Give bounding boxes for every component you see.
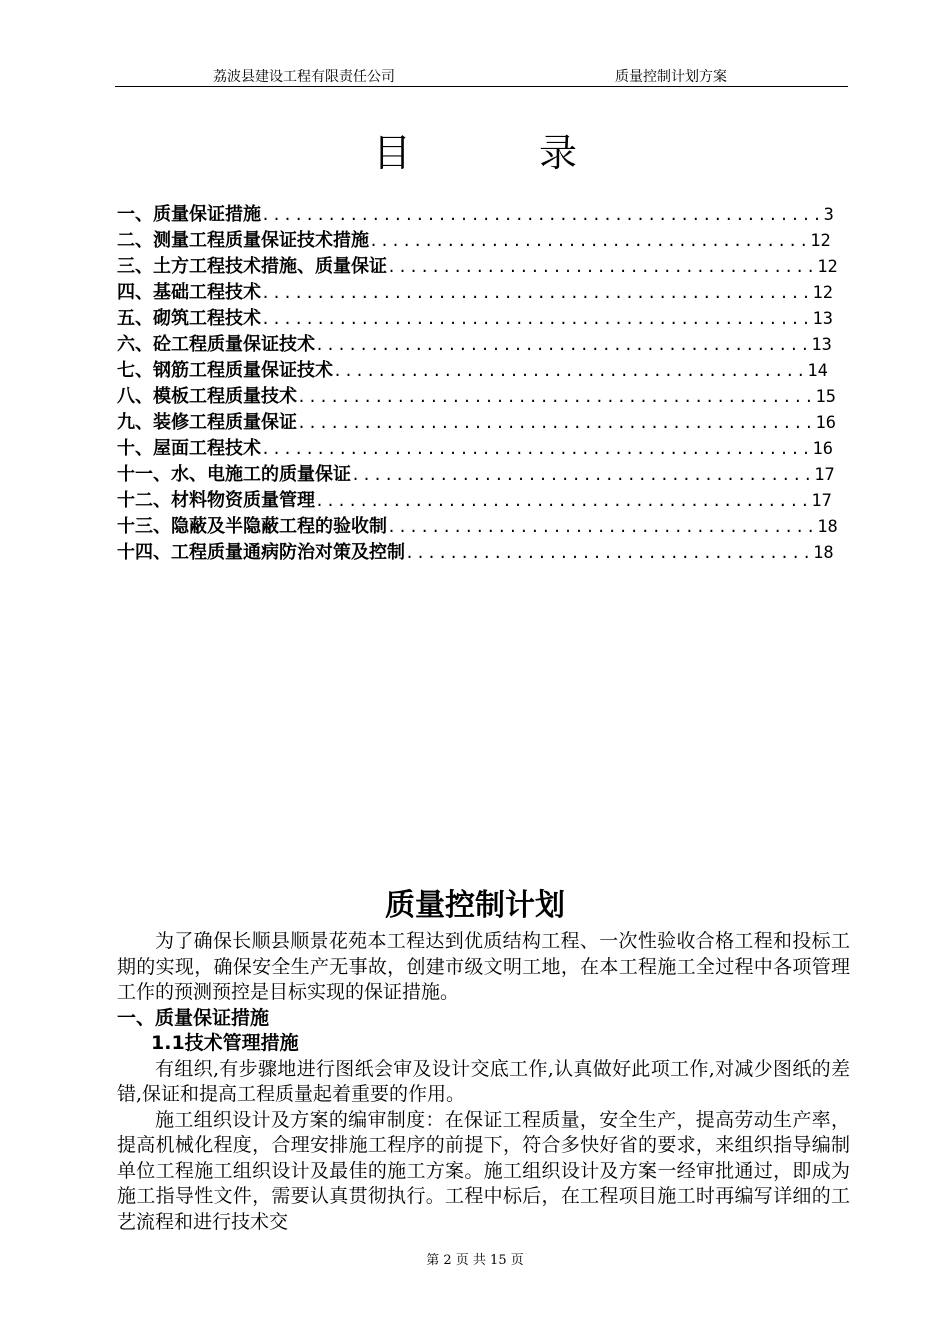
document-title: 质量控制计划 <box>385 888 565 923</box>
toc-entry-label: 八、模板工程质量技术 <box>117 386 297 407</box>
body-paragraph: 施工组织设计及方案的编审制度：在保证工程质量，安全生产，提高劳动生产率，提高机械化程度，合理安排施工程序的前提下，符合多快好省的要求，来组织指导编制单位工程施工组织设计及最佳的施工方案。施工组织设计及方案一经审批通过，即成为施工指导性文件，需要认真贯彻执行。工程中标后，在工程项目施工时再编写详细的工艺流程和进行技术交 <box>117 1108 850 1233</box>
intro-paragraph: 为了确保长顺县顺景花苑本工程达到优质结构工程、一次性验收合格工程和投标工期的实现，确保安全生产无事故，创建市级文明工地，在本工程施工全过程中各项管理工作的预测预控是目标实现的保证措施。 <box>117 930 850 1003</box>
toc-leader-dots: ........................................... <box>333 362 808 380</box>
toc-entry-page: 13 <box>811 335 832 355</box>
toc-entry-page: 15 <box>815 387 836 407</box>
subsection-heading: 1.1技术管理措施 <box>151 1032 299 1054</box>
toc-entry-label: 十四、工程质量通病防治对策及控制 <box>117 542 405 563</box>
toc-entry[interactable] <box>117 488 847 514</box>
toc-leader-dots: .................................................. <box>261 440 813 458</box>
toc-leader-dots: ..................................... <box>405 544 814 562</box>
toc-leader-dots: ........................................ <box>369 232 811 250</box>
toc-entry-label: 一、质量保证措施 <box>117 204 261 225</box>
toc-leader-dots: ............................................... <box>297 414 816 432</box>
toc-entry[interactable] <box>117 202 847 228</box>
toc-entry[interactable] <box>117 540 847 566</box>
toc-entry[interactable] <box>117 462 847 488</box>
toc-entry-page: 17 <box>814 465 835 485</box>
toc-entry[interactable] <box>117 384 847 410</box>
toc-entry-label: 七、钢筋工程质量保证技术 <box>117 360 333 381</box>
toc-entry[interactable] <box>117 332 847 358</box>
toc-leader-dots: ................................................... <box>261 206 824 224</box>
body-paragraph: 有组织,有步骤地进行图纸会审及设计交底工作,认真做好此项工作,对减少图纸的差错,保证和提高工程质量起着重要的作用。 <box>117 1057 850 1105</box>
toc-entry-page: 14 <box>807 361 828 381</box>
table-of-contents <box>117 202 847 566</box>
header-doc-name: 质量控制计划方案 <box>615 69 727 85</box>
toc-entry-label: 十、屋面工程技术 <box>117 438 261 459</box>
toc-entry-page: 12 <box>812 283 834 303</box>
toc-leader-dots: ............................................. <box>315 336 812 354</box>
toc-leader-dots: .................................................. <box>261 284 813 302</box>
toc-entry[interactable] <box>117 254 847 280</box>
toc-entry-page: 16 <box>815 413 836 433</box>
section-heading: 一、质量保证措施 <box>117 1006 270 1029</box>
toc-entry[interactable] <box>117 436 847 462</box>
toc-entry-page: 16 <box>812 439 834 459</box>
header-company: 荔波县建设工程有限责任公司 <box>213 69 395 85</box>
toc-leader-dots: ............................................. <box>315 492 812 510</box>
toc-leader-dots: .......................................... <box>351 466 815 484</box>
toc-entry-page: 12 <box>817 257 838 277</box>
toc-entry[interactable] <box>117 228 847 254</box>
toc-entry[interactable] <box>117 358 847 384</box>
toc-title: 目 录 <box>372 131 636 175</box>
toc-entry-label: 十二、材料物资质量管理 <box>117 490 315 511</box>
page-header <box>115 66 848 87</box>
toc-entry-label: 二、测量工程质量保证技术措施 <box>117 230 369 251</box>
toc-entry[interactable] <box>117 514 847 540</box>
toc-entry-label: 十一、水、电施工的质量保证 <box>117 464 351 485</box>
toc-entry-page: 12 <box>810 231 831 251</box>
toc-entry-label: 六、砼工程质量保证技术 <box>117 334 315 355</box>
toc-leader-dots: .................................................. <box>261 310 813 328</box>
toc-entry-page: 13 <box>812 309 834 329</box>
toc-entry-label: 五、砌筑工程技术 <box>117 308 261 329</box>
toc-entry-page: 18 <box>813 543 834 563</box>
toc-entry-label: 三、土方工程技术措施、质量保证 <box>117 256 387 277</box>
toc-leader-dots: ............................................... <box>297 388 816 406</box>
page-footer: 第 2 页 共 15 页 <box>426 1253 524 1268</box>
toc-leader-dots: ....................................... <box>387 258 818 276</box>
toc-entry[interactable] <box>117 280 847 306</box>
toc-entry-label: 四、基础工程技术 <box>117 282 261 303</box>
toc-entry[interactable] <box>117 410 847 436</box>
toc-entry-page: 17 <box>811 491 832 511</box>
toc-leader-dots: ....................................... <box>387 518 818 536</box>
toc-entry-page: 3 <box>823 205 834 225</box>
toc-entry-label: 九、装修工程质量保证 <box>117 412 297 433</box>
toc-entry-page: 18 <box>817 517 838 537</box>
document-body <box>117 929 850 1235</box>
toc-entry[interactable] <box>117 306 847 332</box>
toc-entry-label: 十三、隐蔽及半隐蔽工程的验收制 <box>117 516 387 537</box>
